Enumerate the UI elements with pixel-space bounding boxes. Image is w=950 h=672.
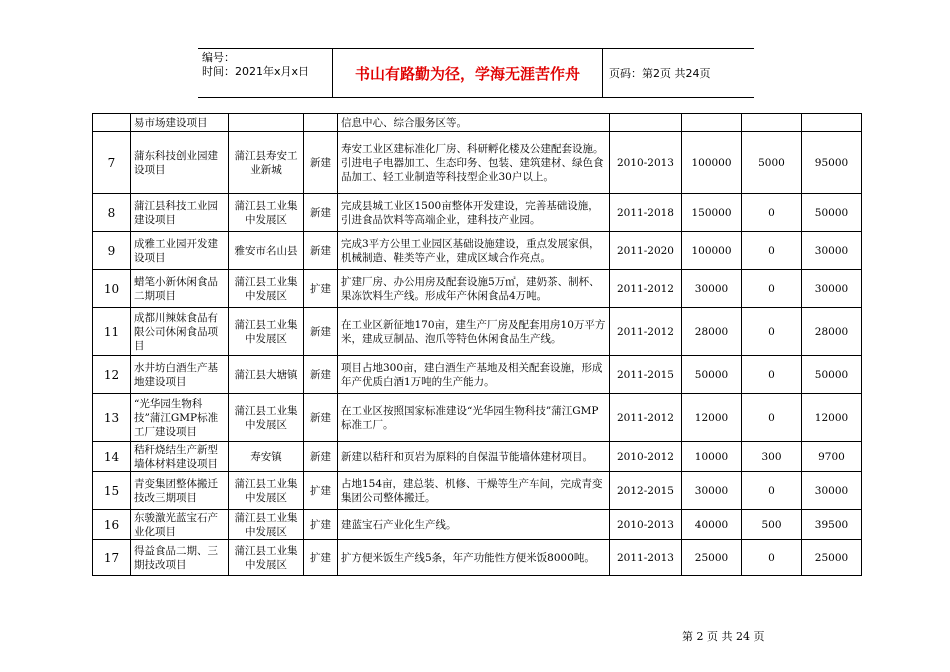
total-investment-cell: 28000 bbox=[682, 308, 742, 356]
row-number-cell: 9 bbox=[93, 232, 131, 270]
construction-period-cell bbox=[610, 114, 682, 132]
row-number-cell: 10 bbox=[93, 270, 131, 308]
document-number-label: 编号： bbox=[202, 51, 235, 64]
total-investment-cell: 50000 bbox=[682, 356, 742, 394]
project-location-cell: 蒲江县工业集中发展区 bbox=[229, 394, 304, 442]
construction-period-cell: 2010-2012 bbox=[610, 442, 682, 472]
table-row bbox=[93, 394, 862, 442]
table-row bbox=[93, 472, 862, 510]
table-row bbox=[93, 194, 862, 232]
remaining-investment-cell: 39500 bbox=[802, 510, 862, 540]
project-location-cell bbox=[229, 114, 304, 132]
row-number-cell: 15 bbox=[93, 472, 131, 510]
row-number-cell: 8 bbox=[93, 194, 131, 232]
completed-investment-cell: 0 bbox=[742, 356, 802, 394]
remaining-investment-cell: 28000 bbox=[802, 308, 862, 356]
remaining-investment-cell bbox=[802, 114, 862, 132]
construction-period-cell: 2011-2020 bbox=[610, 232, 682, 270]
total-investment-cell: 30000 bbox=[682, 270, 742, 308]
construction-period-cell: 2011-2012 bbox=[610, 394, 682, 442]
row-number-cell bbox=[93, 114, 131, 132]
remaining-investment-cell: 50000 bbox=[802, 194, 862, 232]
total-investment-cell: 100000 bbox=[682, 132, 742, 194]
completed-investment-cell: 0 bbox=[742, 194, 802, 232]
project-location-cell: 蒲江县工业集中发展区 bbox=[229, 194, 304, 232]
table-row bbox=[93, 232, 862, 270]
remaining-investment-cell: 25000 bbox=[802, 540, 862, 576]
total-investment-cell: 12000 bbox=[682, 394, 742, 442]
remaining-investment-cell: 95000 bbox=[802, 132, 862, 194]
table-row bbox=[93, 308, 862, 356]
construction-content-cell: 完成县城工业区1500亩整体开发建设，完善基础设施，引进食品饮料等高端企业，建科技产业园。 bbox=[338, 194, 610, 232]
construction-content-cell: 项目占地300亩，建白酒生产基地及相关配套设施，形成年产优质白酒1万吨的生产能力。 bbox=[338, 356, 610, 394]
page-header bbox=[198, 48, 754, 98]
project-name-cell: 得益食品二期、三期技改项目 bbox=[131, 540, 229, 576]
completed-investment-cell: 0 bbox=[742, 472, 802, 510]
construction-type-cell: 新建 bbox=[304, 132, 338, 194]
header-meta bbox=[198, 49, 333, 97]
construction-type-cell: 新建 bbox=[304, 232, 338, 270]
table-row bbox=[93, 356, 862, 394]
completed-investment-cell: 0 bbox=[742, 394, 802, 442]
construction-type-cell: 扩建 bbox=[304, 472, 338, 510]
construction-content-cell: 建蓝宝石产业化生产线。 bbox=[338, 510, 610, 540]
construction-type-cell: 新建 bbox=[304, 442, 338, 472]
remaining-investment-cell: 30000 bbox=[802, 472, 862, 510]
remaining-investment-cell: 9700 bbox=[802, 442, 862, 472]
project-name-cell: “光华园生物科技”蒲江GMP标准工厂建设项目 bbox=[131, 394, 229, 442]
remaining-investment-cell: 50000 bbox=[802, 356, 862, 394]
remaining-investment-cell: 30000 bbox=[802, 270, 862, 308]
construction-content-cell: 在工业区按照国家标准建设“光华园生物科技”蒲江GMP标准工厂。 bbox=[338, 394, 610, 442]
total-investment-cell bbox=[682, 114, 742, 132]
construction-content-cell: 寿安工业区建标准化厂房、科研孵化楼及公建配套设施。引进电子电器加工、生态印务、包装、建筑建材、绿色食品加工、轻工业制造等科技型企业30户以上。 bbox=[338, 132, 610, 194]
total-investment-cell: 150000 bbox=[682, 194, 742, 232]
construction-content-cell: 扩建厂房、办公用房及配套设施5万㎡，建奶茶、制杯、果冻饮料生产线。形成年产休闲食品4万吨。 bbox=[338, 270, 610, 308]
page-footer: 第 2 页 共 24 页 bbox=[682, 630, 765, 643]
project-location-cell: 蒲江县寿安工业新城 bbox=[229, 132, 304, 194]
construction-period-cell: 2011-2012 bbox=[610, 308, 682, 356]
total-investment-cell: 100000 bbox=[682, 232, 742, 270]
project-location-cell: 蒲江县工业集中发展区 bbox=[229, 308, 304, 356]
project-location-cell: 蒲江县工业集中发展区 bbox=[229, 540, 304, 576]
project-name-cell: 青变集团整体搬迁技改三期项目 bbox=[131, 472, 229, 510]
project-name-cell: 蒲东科技创业园建设项目 bbox=[131, 132, 229, 194]
construction-period-cell: 2011-2012 bbox=[610, 270, 682, 308]
completed-investment-cell: 0 bbox=[742, 540, 802, 576]
project-location-cell: 蒲江县工业集中发展区 bbox=[229, 510, 304, 540]
project-location-cell: 寿安镇 bbox=[229, 442, 304, 472]
project-location-cell: 蒲江县工业集中发展区 bbox=[229, 270, 304, 308]
total-investment-cell: 25000 bbox=[682, 540, 742, 576]
completed-investment-cell: 0 bbox=[742, 232, 802, 270]
project-location-cell: 蒲江县工业集中发展区 bbox=[229, 472, 304, 510]
project-name-cell: 东骏激光蓝宝石产业化项目 bbox=[131, 510, 229, 540]
header-page-code: 页码：第2页 共24页 bbox=[609, 67, 711, 80]
construction-content-cell: 完成3平方公里工业园区基础设施建设，重点发展家俱，机械制造、鞋类等产业，建成区域合作亮点。 bbox=[338, 232, 610, 270]
construction-content-cell: 占地154亩，建总装、机修、干燥等生产车间，完成青变集团公司整体搬迁。 bbox=[338, 472, 610, 510]
project-name-cell: 水井坊白酒生产基地建设项目 bbox=[131, 356, 229, 394]
total-investment-cell: 40000 bbox=[682, 510, 742, 540]
header-motto: 书山有路勤为径，学海无涯苦作舟 bbox=[333, 49, 603, 97]
row-number-cell: 16 bbox=[93, 510, 131, 540]
construction-period-cell: 2011-2013 bbox=[610, 540, 682, 576]
completed-investment-cell: 300 bbox=[742, 442, 802, 472]
project-name-cell: 成雅工业园开发建设项目 bbox=[131, 232, 229, 270]
construction-content-cell: 新建以秸秆和页岩为原料的自保温节能墙体建材项目。 bbox=[338, 442, 610, 472]
completed-investment-cell: 0 bbox=[742, 270, 802, 308]
remaining-investment-cell: 30000 bbox=[802, 232, 862, 270]
total-investment-cell: 10000 bbox=[682, 442, 742, 472]
construction-content-cell: 信息中心、综合服务区等。 bbox=[338, 114, 610, 132]
row-number-cell: 13 bbox=[93, 394, 131, 442]
table-row bbox=[93, 270, 862, 308]
project-name-cell: 蒲江县科技工业园建设项目 bbox=[131, 194, 229, 232]
construction-type-cell: 新建 bbox=[304, 356, 338, 394]
project-name-cell: 成都川辣妹食品有限公司休闲食品项目 bbox=[131, 308, 229, 356]
project-location-cell: 蒲江县大塘镇 bbox=[229, 356, 304, 394]
table-row bbox=[93, 114, 862, 132]
project-name-cell: 秸秆烧结生产新型墙体材料建设项目 bbox=[131, 442, 229, 472]
row-number-cell: 17 bbox=[93, 540, 131, 576]
construction-content-cell: 扩方便米饭生产线5条，年产功能性方便米饭8000吨。 bbox=[338, 540, 610, 576]
construction-period-cell: 2011-2015 bbox=[610, 356, 682, 394]
project-table bbox=[92, 113, 862, 576]
construction-period-cell: 2010-2013 bbox=[610, 132, 682, 194]
construction-type-cell: 新建 bbox=[304, 394, 338, 442]
total-investment-cell: 30000 bbox=[682, 472, 742, 510]
construction-type-cell: 新建 bbox=[304, 308, 338, 356]
row-number-cell: 12 bbox=[93, 356, 131, 394]
row-number-cell: 11 bbox=[93, 308, 131, 356]
construction-type-cell: 扩建 bbox=[304, 510, 338, 540]
completed-investment-cell: 500 bbox=[742, 510, 802, 540]
construction-type-cell bbox=[304, 114, 338, 132]
table-row bbox=[93, 510, 862, 540]
row-number-cell: 14 bbox=[93, 442, 131, 472]
project-name-cell: 蜡笔小新休闲食品二期项目 bbox=[131, 270, 229, 308]
completed-investment-cell: 5000 bbox=[742, 132, 802, 194]
project-name-cell: 易市场建设项目 bbox=[131, 114, 229, 132]
remaining-investment-cell: 12000 bbox=[802, 394, 862, 442]
document-time-label: 时间：2021年x月x日 bbox=[202, 65, 310, 78]
construction-type-cell: 扩建 bbox=[304, 540, 338, 576]
construction-content-cell: 在工业区新征地170亩，建生产厂房及配套用房10万平方米，建成豆制品、泡爪等特色休闲食品生产线。 bbox=[338, 308, 610, 356]
construction-period-cell: 2012-2015 bbox=[610, 472, 682, 510]
completed-investment-cell bbox=[742, 114, 802, 132]
table-row bbox=[93, 132, 862, 194]
construction-type-cell: 扩建 bbox=[304, 270, 338, 308]
construction-period-cell: 2010-2013 bbox=[610, 510, 682, 540]
project-location-cell: 雅安市名山县 bbox=[229, 232, 304, 270]
row-number-cell: 7 bbox=[93, 132, 131, 194]
table-row bbox=[93, 442, 862, 472]
table-row bbox=[93, 540, 862, 576]
completed-investment-cell: 0 bbox=[742, 308, 802, 356]
construction-period-cell: 2011-2018 bbox=[610, 194, 682, 232]
construction-type-cell: 新建 bbox=[304, 194, 338, 232]
